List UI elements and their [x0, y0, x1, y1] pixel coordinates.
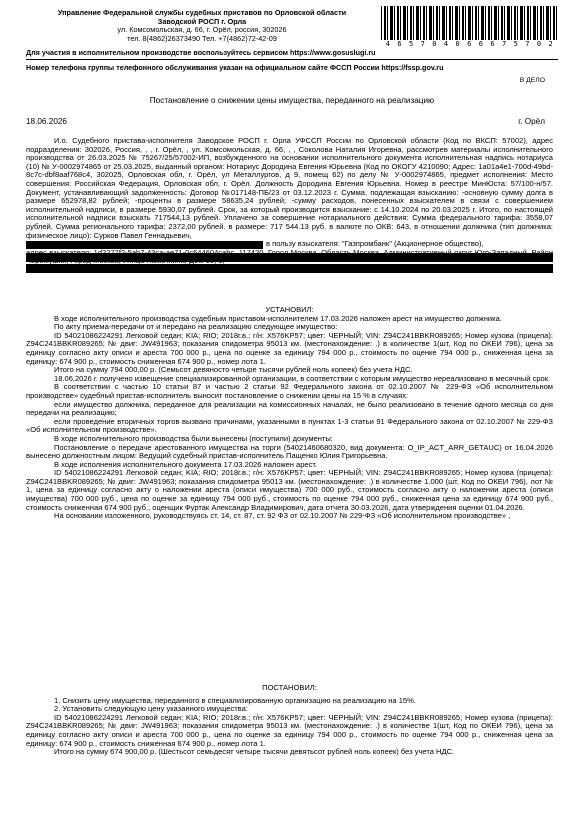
resolved-p3: ID 54021086224291 Легковой седан; KIA; RIO; 2018г.в.; г/н: X576KP57; цвет: ЧЕРНЫЙ; VIN: Z94C241BBKR089265; Номер кузова (прицепа): Z94C241BBKR089265; № двиг: JW491963; показания спидометра 95013 км. (местонахождение: .) в количестве 1(шт, Код по ОКЕИ 796), цена за единицу согласно акту описи и ареста 700 000 р., цена по оценке за единицу 794 000 р., стоимость по оценке 794 000 р., сниженная цена за единицу: 674 900 р., стоимость сниженная 674 900 р., номер лота 1.	[26, 712, 553, 748]
phone-note: Номер телефона группы телефонного обслуживания указан на официальном сайте ФССП России https://fssp.gov.ru	[26, 63, 444, 72]
established-p8: если проведение вторичных торгов вызвано причинами, указанными в пунктах 1-3 статьи 91 Федерального закона от 02.10.2007 № 229-ФЗ «Об исполнительном производстве».	[26, 416, 553, 435]
established-section	[26, 306, 553, 521]
document-city: г. Орёл	[518, 117, 545, 126]
document-date: 18.06.2026	[26, 117, 67, 126]
established-p11: В ходе исполнения исполнительного документа 17.03.2026 наложен арест.	[54, 459, 318, 469]
claimant-text: в пользу взыскателя: "Газпромбанк" (Акционерное общество),	[266, 239, 484, 249]
established-p4: Итого на сумму 794 000,00 р. (Семьсот девяносто четыре тысячи рублей ноль копеек) без учета НДС.	[54, 365, 413, 375]
resolved-section	[26, 684, 553, 757]
established-p12: ID 54021086224291 Легковой седан; KIA; RIO; 2018г.в.; г/н: X576KP57; цвет: ЧЕРНЫЙ; VIN: Z94C241BBKR089265; Номер кузова (прицепа): Z94C241BBKR089265; № двиг: JW491963; показания спидометра 95013 км. (местонахождение: .) в количестве 1.000 (шт, Код по ОКЕИ 796), лот № 1, цена за единицу согласно акту о наложении ареста (описи имущества) 700 000 руб., стоимость согласно акту о наложении ареста (описи имущества) 700 000 руб., цена по оценке за единицу 794 000 руб., стоимость по оценке 794 000 руб., сниженная цена за единицу 674 900 руб., стоимость сниженная 674 900 руб., оценщик Фуртак Александр Владимирович, дата отчета 30.03.2026, дата утверждения оценки 01.04.2026.	[26, 468, 553, 512]
org-phone: тел. 8(4862)26373490 Тел. +7(4862)72-42-09	[127, 33, 277, 43]
redaction-bar	[26, 241, 263, 249]
org-division: Заводской РОСП г. Орла	[157, 16, 247, 26]
resolved-heading: ПОСТАНОВИЛ:	[262, 683, 317, 692]
established-heading: УСТАНОВИЛ:	[265, 305, 314, 314]
established-p10: Постановление о передаче арестованного имущества на торги (54021460680320, вид документа: O_IP_ACT_ARR_GETAUC) от 16.04.2026 вынесено должностным лицом: Ведущий судебный пристав-исполнитель Пащенко Юлия Григорьевна.	[26, 442, 553, 461]
established-p1: В ходе исполнительного производства судебным приставом-исполнителем 17.03.2026 наложен арест на имущество должника.	[54, 313, 502, 323]
established-p3: ID 54021086224291 Легковой седан; KIA; RIO; 2018г.в.; г/н: X576KP57; цвет: ЧЕРНЫЙ; VIN: Z94C241BBKR089265; Номер кузова (прицепа): Z94C241BBKR089265; № двиг: JW491963; показания спидометра 95013 км. (местонахождение: .) в количестве 1(шт, Код по ОКЕИ 796), цена за единицу согласно акту описи и ареста 700 000 р., цена по оценке за единицу 794 000 р., стоимость по оценке 794 000 р., сниженная цена за единицу: 674 900 р., стоимость сниженная 674 900 р., номер лота 1.	[26, 330, 553, 366]
document-body	[26, 137, 553, 266]
redaction-bar	[26, 253, 553, 262]
resolved-p4: Итого на сумму 674 900,00 р. (Шестьсот семьдесят четыре тысячи девятьсот рублей ноль копеек) без учета НДС.	[54, 747, 455, 757]
established-p5: 18.06.2026 г. получено извещение специализированной организации, в соответствии с которым имущество нереализовано в месячный срок.	[54, 373, 551, 383]
document-title: Постановление о снижении цены имущества, переданного на реализацию	[149, 96, 435, 105]
redaction-bar	[26, 264, 553, 273]
header-divider	[26, 59, 558, 60]
org-name: Управление Федеральной службы судебных приставов по Орловской области	[57, 8, 347, 17]
gosuslugi-note: Для участия в исполнительном производстве воспользуйтесь сервисом https://www.gosuslugi.ru	[26, 48, 376, 57]
barcode	[381, 6, 559, 40]
org-address: ул. Комсомольская, д. 66, г. Орёл, россия, 302026	[117, 25, 287, 35]
v-delo-mark: В ДЕЛО	[519, 77, 545, 84]
resolved-p1: 1. Снизить цену имущества, переданного в специализированную организацию на реализацию на 15%.	[54, 695, 416, 705]
established-p13: На основании изложенного, руководствуясь ст. 14, ст. 87, ст. 92 ФЗ от 02.10.2007 № 229-ФЗ «Об исполнительном производстве» ,	[54, 511, 511, 521]
resolved-p2: 2. Установить следующую цену указанного имущества:	[54, 704, 248, 714]
established-p7: если имущество должника, переданное для реализации на комиссионных началах, не было реализовано в течение одного месяца со дня передачи на реализацию;	[26, 399, 553, 418]
established-p6: В соответствии с частью 10 статьи 87 и частью 2 статьи 92 Федерального закона от 02.10.2007 № 229-ФЗ «Об исполнительном производстве» судебный пристав-исполнитель выносит постановление о снижении цены на 15 % в случаях:	[26, 382, 553, 400]
organization-header	[26, 9, 378, 43]
claimant-line	[26, 240, 553, 249]
established-p2: По акту приема-передачи от и передано на реализацию следующее имущество:	[54, 322, 338, 332]
established-p9: В ходе исполнительного производства были вынесены (поступили) документы:	[54, 433, 333, 443]
intro-paragraph: И.о. Судебного пристава-исполнителя Заводское РОСП г. Орла УФССП России по Орловской области (Код по ВКСП: 57002), адрес подразделения: 302026, Россия, , , г. Орёл, , ул. Комсомольская, д. 66, , , Соколова Наталия Игоревна, рассмотрев материалы исполнительного производства от 26.03.2025 № 75267/25/57002-ИП, возбужденного на основании исполнительного документа исполнительная надпись нотариуса (10) № У-0002974865 от 25.03.2025, выданный органом: Нотариус Дородина Евгения Юрьевна (Код по ОКОГУ 4210090; Адрес: 1a01a4e1-700d-49bd-8c7c-dbf8aaf768c4, 302025, Орловская обл, г. Орёл, ул Металлургов, д 9, помещ 62) по делу № У-0002974865, предмет исполнения: Место совершения: Российская Федерация, Орловская обл, г. Орёл. Должность Дородина Евгения Юрьевна. Номер в реестре МинЮста: 57/100-н/57. Документ, устанавливающий задолженность: Договор №017148-ПБ/23 от 03.12.2023 г. Сумма, подлежащая взысканию: -основную сумму долга в размере 652978,82 рублей; -проценты в размере 58635,24 рублей; -сумму расходов, понесенных взыскателем в связи с совершением исполнительной надписи, в размере 5930,07 рублей. Срок, за который производится взыскание: с 14.10.2024 по 20.03.2025 г. Итого, по настоящей исполнительной надписи взыскать 717544,13 рублей. Уплачено за совершение нотариального действия: Сумма федерального тарифа: 3558,07 рублей. Сумма регионального тарифа: 2372,00 рублей. в размере: 717 544.13 руб. в валюте по ОКВ: 643, в отношении должника (тип должника: физическое лицо): Сурков Павел Геннадьевич,	[26, 136, 553, 240]
barcode-number: 4 6 5 7 0 4 0 6 6 6 7 5 7 0 2	[385, 40, 555, 48]
